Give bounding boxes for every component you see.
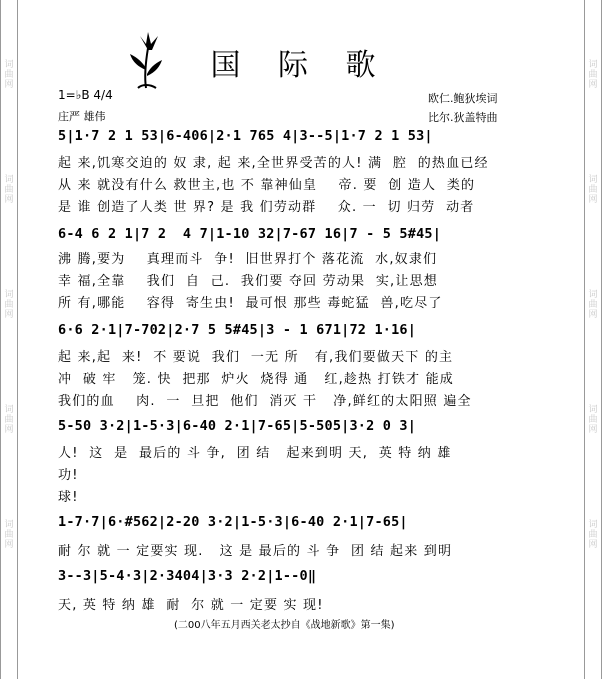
lyric-line-2-2: 幸 福,全靠 我们 自 己. 我们要 夺回 劳动果 实,让思想 <box>58 274 438 289</box>
source-note: (二00八年五月西关老太抄自《战地新歌》第一集) <box>174 620 395 631</box>
lyricist-credit: 欧仁.鲍狄埃词 <box>428 92 498 105</box>
notation-row-2: 6-4 6 2 1|7 2 4 7|1-10 32|7-67 16|7 - 5 5#45| <box>58 226 442 242</box>
right-margin-frame <box>584 0 602 679</box>
notation-row-1: 5|1·7 2 1 53|6-406|2·1 765 4|3--5|1·7 2 1 53| <box>58 128 433 144</box>
composer-credit: 比尔.狄盖特曲 <box>428 111 498 124</box>
watermark: 词 曲 网 <box>588 405 598 435</box>
lyric-line-1-2: 从 来 就没有什么 救世主,也 不 靠神仙皇 帝. 要 创 造人 类的 <box>58 178 476 193</box>
lyric-line-5-1: 耐 尔 就 一 定要实 现. 这 是 最后的 斗 争 团 结 起来 到明 <box>58 544 453 559</box>
lyric-line-4-3: 球! <box>58 490 79 505</box>
lyric-line-2-3: 所 有,哪能 容得 寄生虫! 最可恨 那些 毒蛇猛 兽,吃尽了 <box>58 296 443 311</box>
watermark: 词 曲 网 <box>4 290 14 320</box>
watermark: 词 曲 网 <box>4 405 14 435</box>
notation-row-4: 5-50 3·2|1-5·3|6-40 2·1|7-65|5-505|3·2 0 3| <box>58 418 417 434</box>
song-title: 国 际 歌 <box>210 48 390 83</box>
lyric-line-1-3: 是 谁 创造了人类 世 界? 是 我 们劳动群 众. 一 切 归劳 动者 <box>58 200 475 215</box>
tempo-marking: 庄严 雄伟 <box>58 110 106 123</box>
left-margin-frame <box>0 0 18 679</box>
watermark: 词 曲 网 <box>4 520 14 550</box>
lyric-line-1-1: 起 来,饥寒交迫的 奴 隶, 起 来,全世界受苦的人! 满 腔 的热血已经 <box>58 156 489 171</box>
notation-row-3: 6·6 2·1|7-702|2·7 5 5#45|3 - 1 671|72 1·16| <box>58 322 417 338</box>
lyric-line-6-1: 天, 英 特 纳 雄 耐 尔 就 一 定要 实 现! <box>58 598 324 613</box>
lyric-line-4-2: 功! <box>58 468 79 483</box>
lyric-line-3-1: 起 来,起 来! 不 要说 我们 一无 所 有,我们要做天下 的主 <box>58 350 454 365</box>
watermark: 词 曲 网 <box>588 60 598 90</box>
lyric-line-3-3: 我们的血 肉. 一 旦把 他们 消灭 干 净,鲜红的太阳照 遍全 <box>58 394 472 409</box>
watermark: 词 曲 网 <box>588 290 598 320</box>
notation-row-6: 3--3|5-4·3|2·3404|3·3 2·2|1--0‖ <box>58 568 317 584</box>
notation-row-5: 1-7·7|6·#562|2-20 3·2|1-5·3|6-40 2·1|7-65| <box>58 514 408 530</box>
watermark: 词 曲 网 <box>588 175 598 205</box>
key-signature: 1=♭B 4/4 <box>58 88 113 102</box>
lily-flower-icon <box>126 30 166 90</box>
watermark: 词 曲 网 <box>588 520 598 550</box>
lyric-line-2-1: 沸 腾,要为 真理而斗 争! 旧世界打个 落花流 水,奴隶们 <box>58 252 438 267</box>
lyric-line-3-2: 冲 破 牢 笼. 快 把那 炉火 烧得 通 红,趁热 打铁才 能成 <box>58 372 454 387</box>
lyric-line-4-1: 人! 这 是 最后的 斗 争, 团 结 起来到明 天, 英 特 纳 雄 <box>58 446 452 461</box>
watermark: 词 曲 网 <box>4 175 14 205</box>
watermark: 词 曲 网 <box>4 60 14 90</box>
